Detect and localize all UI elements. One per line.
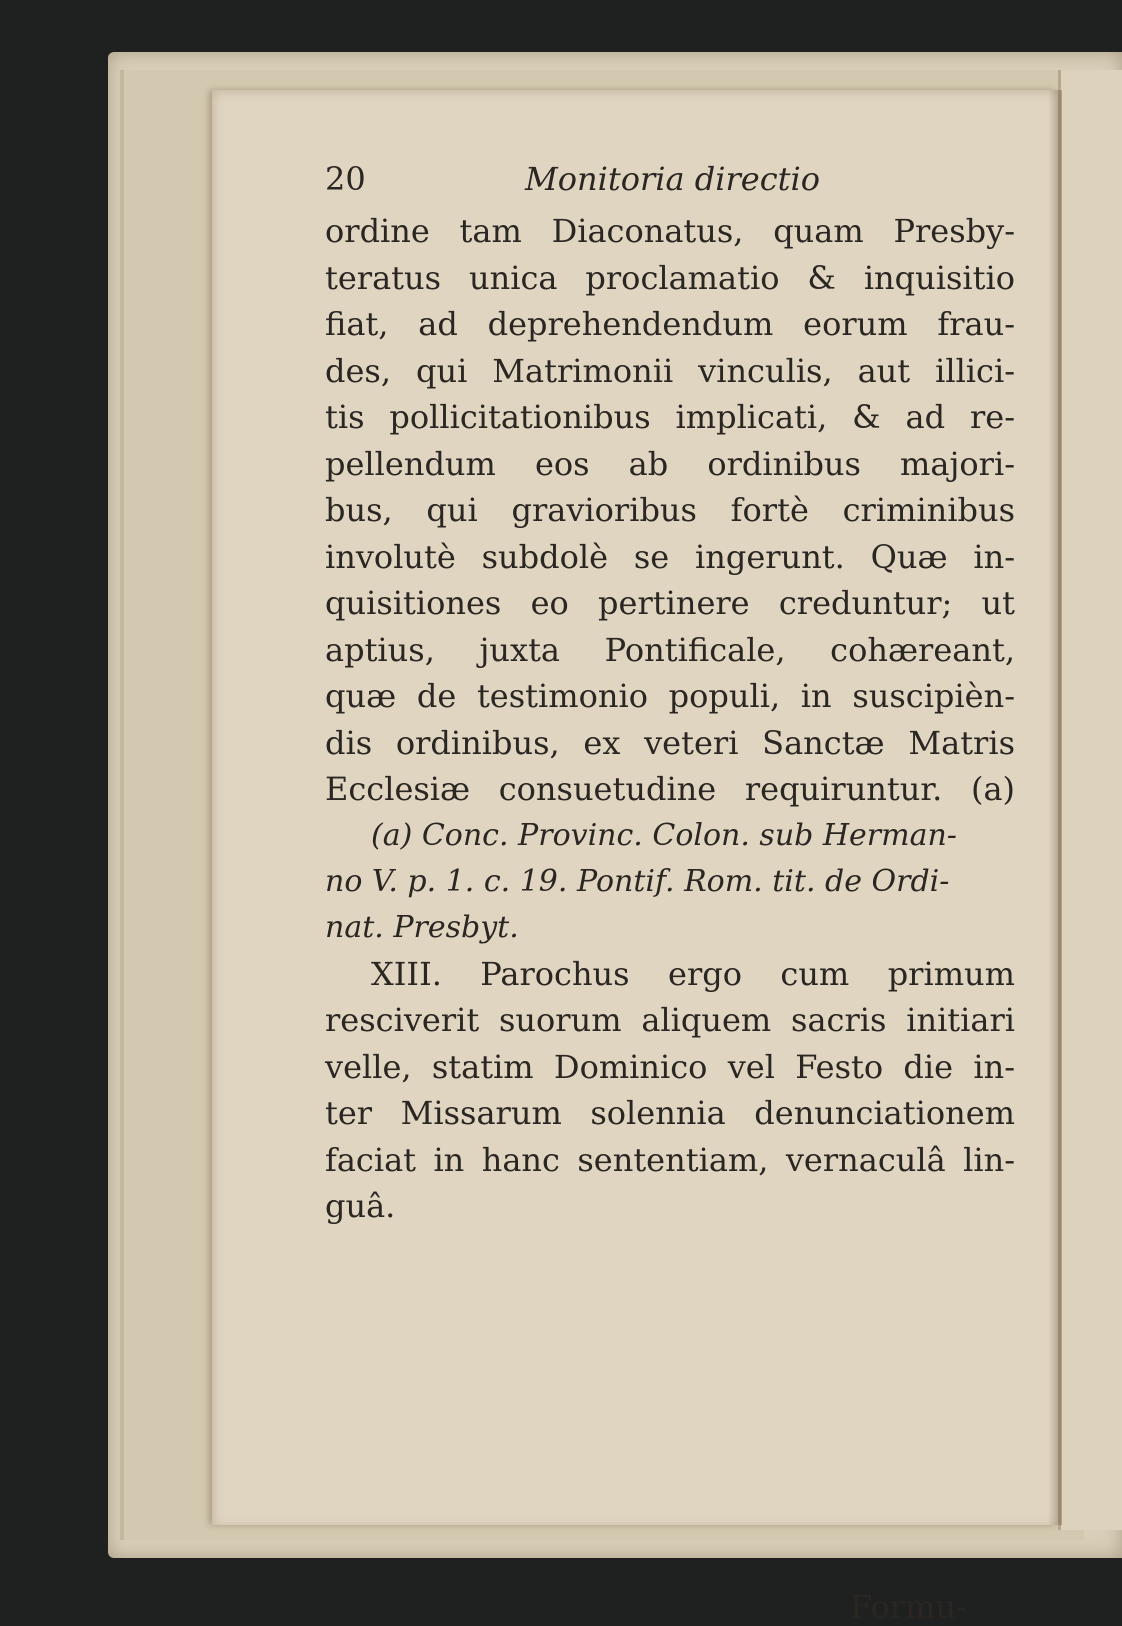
text-line: resciverit suorum aliquem sacris initiari bbox=[325, 1001, 1015, 1039]
text-line: XIII. Parochus ergo cum primum bbox=[371, 954, 1015, 993]
footnote-line: (a) Conc. Provinc. Colon. sub Herman- bbox=[371, 817, 957, 853]
running-head bbox=[325, 150, 1015, 208]
text-line: faciat in hanc sententiam, vernaculâ lin- bbox=[325, 1140, 1015, 1179]
page-text bbox=[325, 150, 1015, 1230]
text-line: quisitiones eo pertinere creduntur; ut bbox=[325, 584, 1015, 622]
text-line: involutè subdolè se ingerunt. Quæ in- bbox=[325, 537, 1015, 576]
text-line: pellendum eos ab ordinibus majori- bbox=[325, 444, 1015, 483]
footnote bbox=[325, 813, 1015, 951]
page-number: 20 bbox=[325, 160, 366, 198]
text-line: dis ordinibus, ex veteri Sanctæ Matris bbox=[325, 723, 1015, 762]
spine-shadow bbox=[1048, 90, 1062, 1525]
text-line: bus, qui gravioribus fortè criminibus bbox=[325, 491, 1015, 529]
text-line: velle, statim Dominico vel Festo die in- bbox=[325, 1047, 1015, 1086]
text-line: Ecclesiæ consuetudine requiruntur. (a) bbox=[325, 770, 1015, 808]
text-line: quæ de testimonio populi, in suscipièn- bbox=[325, 677, 1015, 715]
text-line: ordine tam Diaconatus, quam Presby- bbox=[325, 212, 1015, 250]
text-line: tis pollicitationibus implicati, & ad re- bbox=[325, 398, 1015, 436]
text-line: guâ. bbox=[325, 1187, 396, 1225]
text-line: des, qui Matrimonii vinculis, aut illici- bbox=[325, 351, 1015, 390]
text-line: ter Missarum solennia denunciationem bbox=[325, 1094, 1015, 1132]
catchword: Formu- bbox=[850, 1588, 967, 1626]
facing-page-edge bbox=[1058, 70, 1122, 1530]
text-line: teratus unica proclamatio & inquisitio bbox=[325, 258, 1015, 297]
text-line: fiat, ad deprehendendum eorum frau- bbox=[325, 305, 1015, 343]
body-paragraph bbox=[325, 208, 1015, 813]
running-title: Monitoria directio bbox=[525, 160, 821, 198]
body-paragraph bbox=[325, 951, 1015, 1230]
footnote-line: nat. Presbyt. bbox=[325, 909, 519, 945]
footnote-line: no V. p. 1. c. 19. Pontif. Rom. tit. de Ordi- bbox=[325, 863, 950, 899]
text-line: aptius, juxta Pontificale, cohæreant, bbox=[325, 630, 1015, 669]
